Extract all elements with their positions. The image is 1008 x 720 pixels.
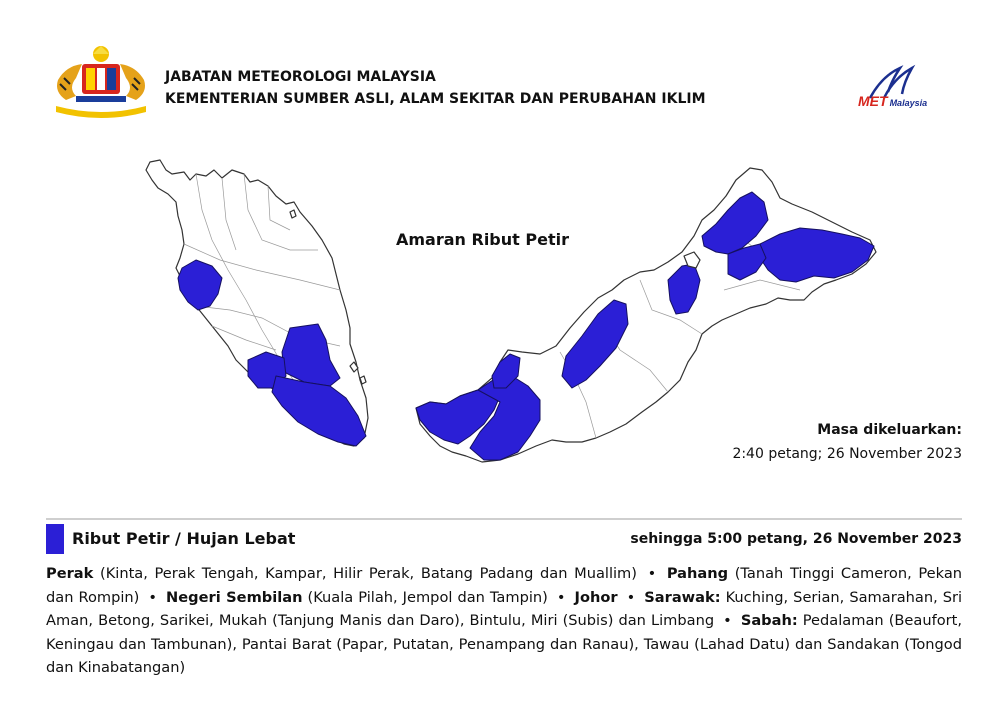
area-state: Pahang [666, 565, 729, 582]
svg-text:METMalaysia [858, 93, 927, 109]
met-malaysia-logo [854, 62, 964, 112]
malaysia-logo-text: Malaysia [889, 98, 928, 108]
area-separator: • [556, 588, 566, 606]
area-districts: Kuching, Serian, Samarahan, Sri Aman, Betong, Sarikei, Mukah (Tanjung Manis dan Daro), Bintulu, Miri (Subis) dan Limbang [46, 588, 963, 629]
affected-areas-text [46, 562, 962, 680]
area-state: Negeri Sembilan [166, 588, 303, 606]
organization-name: JABATAN METEOROLOGI MALAYSIA [165, 69, 436, 85]
met-logo-text: MET [858, 93, 888, 109]
area-separator: • [148, 588, 158, 606]
legend-row [46, 524, 962, 556]
area-state: Sarawak: [644, 588, 721, 606]
area-separator: • [723, 612, 732, 629]
area-separator: • [626, 588, 636, 606]
map-title: Amaran Ribut Petir [396, 230, 569, 249]
malaysia-coat-of-arms-logo [46, 44, 156, 120]
area-districts: (Kuala Pilah, Jempol dan Tampin) [307, 588, 548, 606]
area-state: Perak [46, 565, 94, 582]
legend-color-swatch [46, 524, 64, 554]
issued-label: Masa dikeluarkan: [817, 422, 962, 438]
area-districts: Pedalaman (Beaufort, Keningau dan Tambunan), Pantai Barat (Papar, Putatan, Penampang dan Ranau), Tawau (Lahad Datu) dan Sandakan (Tongod dan Kinabatangan) [46, 612, 963, 676]
area-districts: (Kinta, Perak Tengah, Kampar, Hilir Perak, Batang Padang dan Muallim) [100, 565, 637, 582]
section-divider [46, 518, 962, 520]
ministry-name: KEMENTERIAN SUMBER ASLI, ALAM SEKITAR DAN PERUBAHAN IKLIM [165, 91, 706, 107]
area-state: Johor [574, 588, 618, 606]
area-separator: • [647, 565, 657, 582]
issued-time-block [732, 418, 962, 466]
legend-label: Ribut Petir / Hujan Lebat [72, 529, 296, 548]
issued-value: 2:40 petang; 26 November 2023 [732, 446, 962, 462]
area-state: Sabah: [740, 612, 798, 629]
valid-until: sehingga 5:00 petang, 26 November 2023 [630, 531, 962, 547]
area-districts: (Tanah Tinggi Cameron, Pekan dan Rompin) [46, 565, 963, 606]
